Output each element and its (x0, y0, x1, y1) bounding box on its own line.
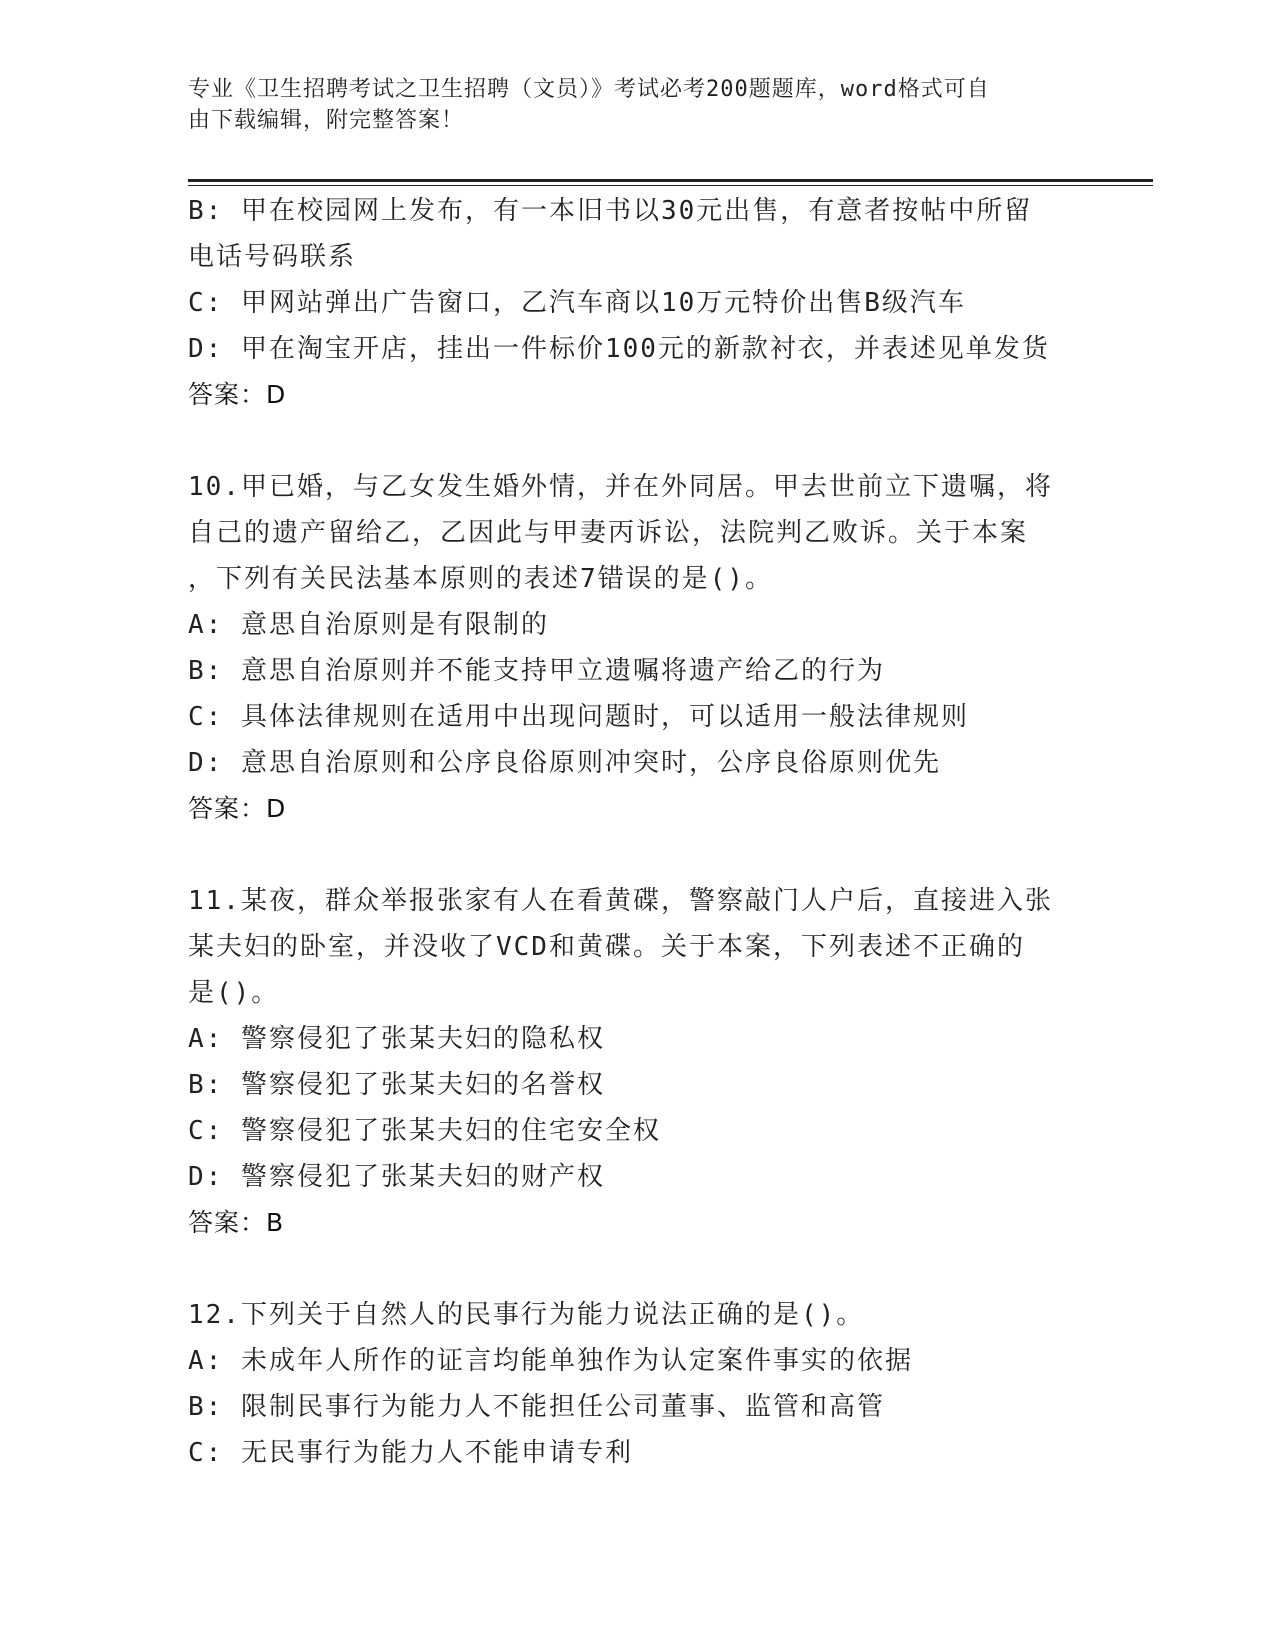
document-header (188, 74, 1068, 136)
question-stem-line: 自己的遗产留给乙，乙因此与甲妻丙诉讼，法院判乙败诉。关于本案 (188, 518, 1029, 548)
question-stem-line: ，下列有关民法基本原则的表述7错误的是()。 (188, 564, 773, 594)
option-b: B: 意思自治原则并不能支持甲立遗嘱将遗产给乙的行为 (188, 656, 885, 686)
question-12 (188, 1292, 1088, 1476)
question-9-continued (188, 188, 1088, 418)
option-d: D: 意思自治原则和公序良俗原则冲突时，公序良俗原则优先 (188, 748, 941, 778)
question-stem-line: 是()。 (188, 978, 280, 1008)
header-line-1: 专业《卫生招聘考试之卫生招聘（文员）》考试必考200题题库，word格式可自 (188, 77, 990, 102)
option-a: A: 未成年人所作的证言均能单独作为认定案件事实的依据 (188, 1346, 913, 1376)
option-d: D: 甲在淘宝开店，挂出一件标价100元的新款衬衣，并表述见单发货 (188, 334, 1050, 364)
question-stem-line: 某夫妇的卧室，并没收了VCD和黄碟。关于本案，下列表述不正确的 (188, 932, 1025, 962)
question-stem-line: 12.下列关于自然人的民事行为能力说法正确的是()。 (188, 1300, 865, 1330)
option-b-line-1: B: 甲在校园网上发布，有一本旧书以30元出售，有意者按帖中所留 (188, 196, 1033, 226)
option-b-line-2: 电话号码联系 (188, 242, 357, 272)
question-content (188, 188, 1088, 1476)
question-stem-line: 10.甲已婚，与乙女发生婚外情，并在外同居。甲去世前立下遗嘱，将 (188, 472, 1053, 502)
option-b: B: 限制民事行为能力人不能担任公司董事、监管和高管 (188, 1392, 885, 1422)
option-c: C: 甲网站弹出广告窗口，乙汽车商以10万元特价出售B级汽车 (188, 288, 966, 318)
answer: 答案：B (188, 1208, 285, 1237)
option-a: A: 警察侵犯了张某夫妇的隐私权 (188, 1024, 605, 1054)
spacer (188, 832, 1088, 878)
option-b: B: 警察侵犯了张某夫妇的名誉权 (188, 1070, 605, 1100)
option-c: C: 无民事行为能力人不能申请专利 (188, 1438, 633, 1468)
header-rule-thin (188, 185, 1153, 186)
question-stem-line: 11.某夜，群众举报张家有人在看黄碟，警察敲门人户后，直接进入张 (188, 886, 1053, 916)
spacer (188, 1246, 1088, 1292)
question-10 (188, 464, 1088, 832)
spacer (188, 418, 1088, 464)
option-d: D: 警察侵犯了张某夫妇的财产权 (188, 1162, 605, 1192)
header-rule-thick (188, 179, 1153, 182)
option-c: C: 具体法律规则在适用中出现问题时，可以适用一般法律规则 (188, 702, 969, 732)
answer: 答案：D (188, 794, 287, 823)
header-line-2: 由下载编辑，附完整答案！ (188, 108, 465, 133)
question-11 (188, 878, 1088, 1246)
option-c: C: 警察侵犯了张某夫妇的住宅安全权 (188, 1116, 661, 1146)
option-a: A: 意思自治原则是有限制的 (188, 610, 549, 640)
answer: 答案：D (188, 380, 287, 409)
